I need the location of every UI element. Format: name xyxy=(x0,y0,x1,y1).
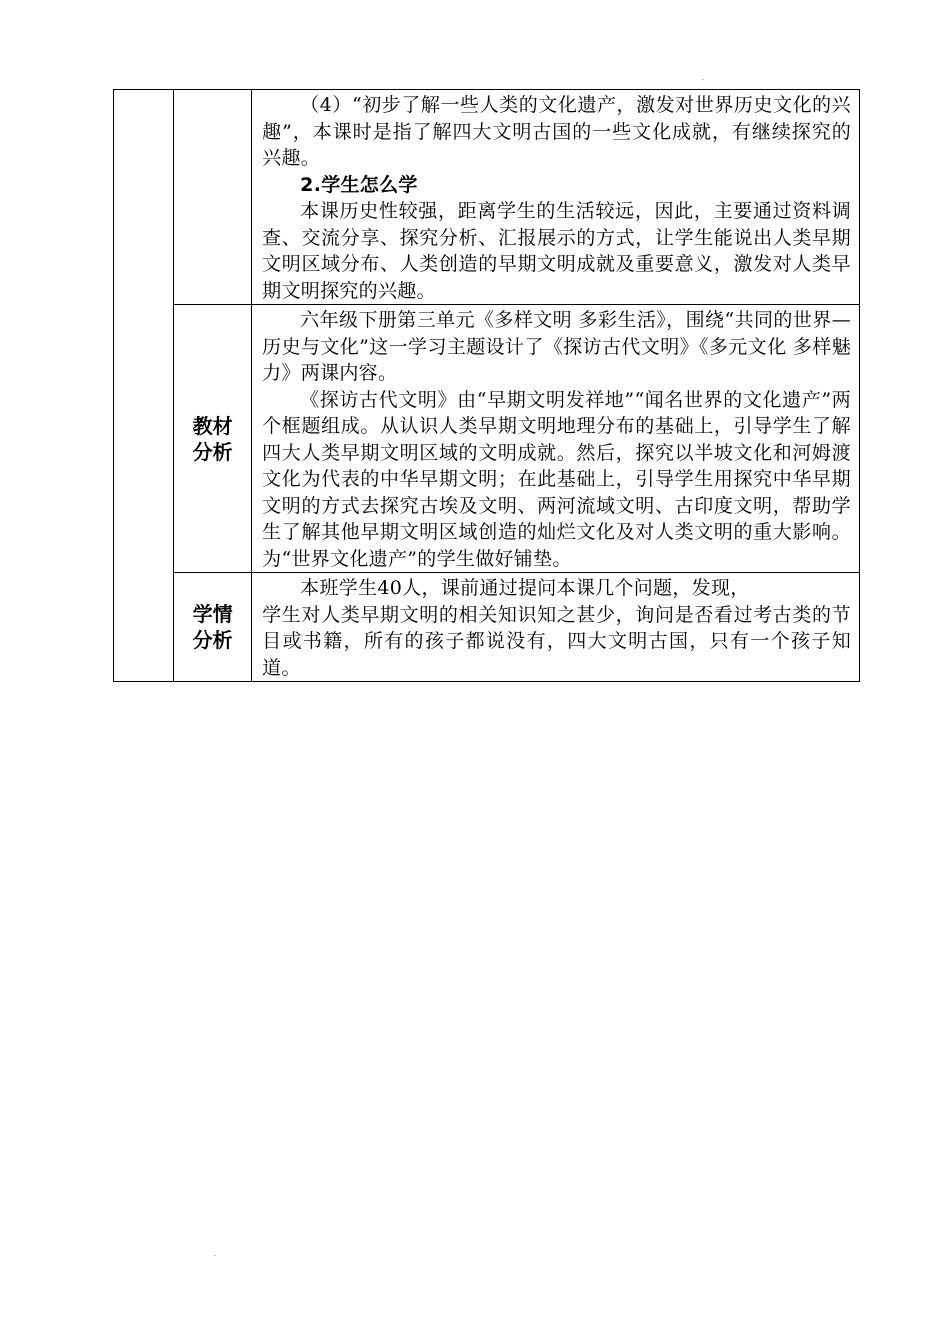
page-mark-top xyxy=(702,79,704,80)
table-row xyxy=(114,573,860,682)
row-content-cell xyxy=(252,305,860,573)
paragraph: 学生对人类早期文明的相关知识知之甚少，询问是否看过考古类的节目或书籍，所有的孩子都说没有，四大文明古国，只有一个孩子知道。 xyxy=(262,603,851,679)
row-label-line: 分析 xyxy=(192,628,233,652)
row-label-line: 学情 xyxy=(192,602,233,626)
row-content-cell xyxy=(252,90,860,305)
lesson-analysis-table xyxy=(113,89,860,682)
table-row xyxy=(114,90,860,305)
row-label-cell xyxy=(174,305,252,573)
paragraph: （4）“初步了解一些人类的文化遗产，激发对世界历史文化的兴趣”，本课时是指了解四大文明古国的一些文化成就，有继续探究的兴趣。 xyxy=(262,94,851,169)
row-label-cell xyxy=(174,573,252,682)
row-label-line: 教材 xyxy=(192,413,233,438)
section-heading: 2.学生怎么学 xyxy=(300,173,418,196)
page-mark-bottom xyxy=(214,1255,216,1256)
paragraph: 《探访古代文明》由“早期文明发祥地”“闻名世界的文化遗产”两个框题组成。从认识人类早期文明地理分布的基础上，引导学生了解四大人类早期文明区域的文明成就。然后，探究以半坡文化和河姆渡文化为代表的中华早期文明；在此基础上，引导学生用探究中华早期文明的方式去探究古埃及文明、两河流域文明、古印度文明，帮助学生了解其他早期文明区域创造的灿烂文化及对人类文明的重大影响。为“世界文化遗产”的学生做好铺垫。 xyxy=(262,388,851,570)
paragraph: 本班学生40人，课前通过提问本课几个问题，发现， xyxy=(300,577,750,599)
outer-label-cell xyxy=(114,90,174,682)
row-label-line: 分析 xyxy=(192,439,233,464)
table-row xyxy=(114,305,860,573)
row-label-cell xyxy=(174,90,252,305)
row-content-cell xyxy=(252,573,860,682)
paragraph: 本课历史性较强，距离学生的生活较远，因此，主要通过资料调查、交流分享、探究分析、汇报展示的方式，让学生能说出人类早期文明区域分布、人类创造的早期文明成就及重要意义，激发对人类早期文明探究的兴趣。 xyxy=(262,200,851,302)
paragraph: 六年级下册第三单元《多样文明 多彩生活》，围绕“共同的世界—历史与文化”这一学习主题设计了《探访古代文明》《多元文化 多样魅力》两课内容。 xyxy=(262,309,851,384)
